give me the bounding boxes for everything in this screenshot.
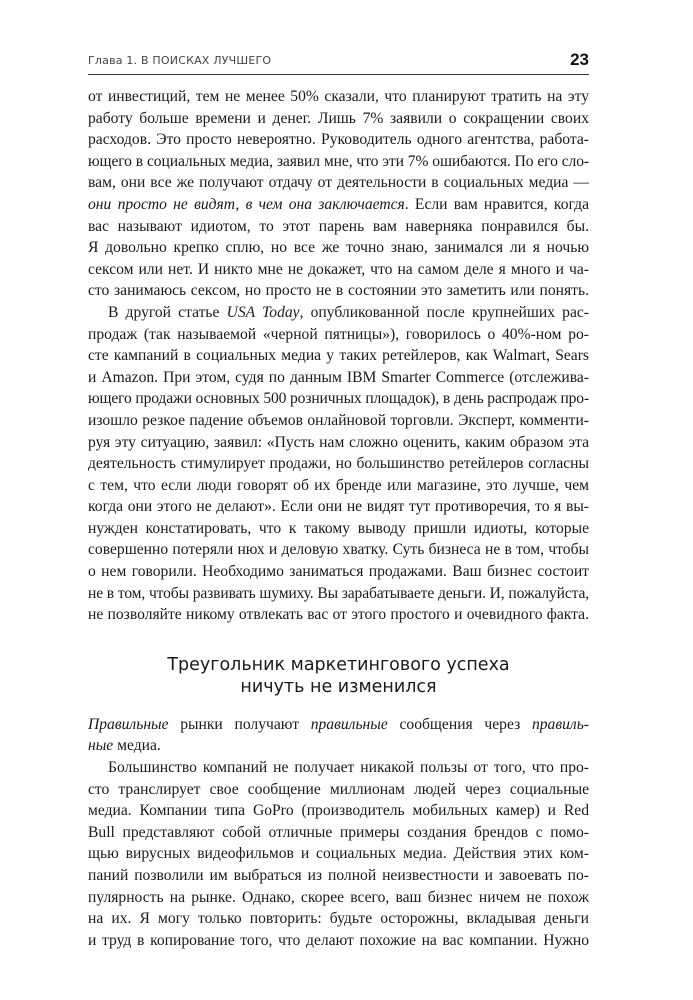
text-line bbox=[88, 714, 589, 736]
spacer bbox=[88, 698, 589, 714]
page-header bbox=[88, 46, 589, 75]
text-line: паний позволили им выбраться из полной неизвестности и завоевать по- bbox=[88, 867, 589, 884]
italic-text: USA Today bbox=[226, 303, 300, 321]
text-line: когда они этого не делают». Если они не видят тут противоречия, то я вы- bbox=[88, 498, 589, 516]
text-line: совершенно потеряли нюх и деловую хватку. Суть бизнеса не в том, чтобы bbox=[88, 541, 589, 559]
text-line: нужден констатировать, что к такому выводу пришли идиоты, которые bbox=[88, 519, 589, 537]
text-line: Большинство компаний не получает никакой пользы от того, что про- bbox=[108, 759, 589, 777]
section-heading-line: Треугольник маркетингового успеха bbox=[167, 654, 510, 675]
paragraph-2 bbox=[88, 302, 589, 626]
text-line: Bull представляют собой отличные примеры создания брендов с помо- bbox=[88, 823, 589, 841]
text-span: В другой статье bbox=[108, 303, 227, 321]
paragraph-1 bbox=[88, 86, 589, 302]
text-line: пулярность на рынке. Однако, скорее всего, ваш бизнес ничем не похож bbox=[88, 888, 589, 906]
text-line: Я довольно крепко сплю, но все же точно знаю, занимался ли я ночью bbox=[88, 239, 589, 257]
text-line bbox=[88, 735, 589, 757]
text-span: рынки получают bbox=[168, 715, 311, 733]
text-line: от инвестиций, тем не менее 50% сказали, что планируют тратить на эту bbox=[88, 88, 589, 105]
text-line: о нем говорили. Необходимо заниматься продажами. Ваш бизнес состоит bbox=[88, 563, 589, 581]
italic-text: правильные bbox=[310, 715, 388, 733]
text-line: сексом или нет. И никто мне не докажет, что на самом деле я много и ча- bbox=[88, 260, 589, 278]
text-line: с тем, что если люди говорят об их бренде или магазине, это лучше, чем bbox=[88, 476, 589, 494]
text-span: . Если вам нравится, когда bbox=[404, 195, 589, 213]
section-heading bbox=[88, 654, 589, 698]
text-line: продаж (так называемой «черной пятницы»), говорилось о 40%-ном ро- bbox=[88, 325, 589, 343]
text-line: вам, они все же получают отдачу от деятельности в социальных медиа — bbox=[88, 174, 589, 192]
italic-text: ные bbox=[88, 737, 114, 755]
paragraph-3 bbox=[88, 714, 589, 757]
text-line: ющего в социальных медиа, заявил мне, что эти 7% ошибаются. По его сло- bbox=[88, 152, 589, 170]
text-line: сто занимаюсь сексом, но просто не в состоянии это заметить или понять. bbox=[88, 282, 589, 300]
italic-text: они просто не видят, в чем она заключается bbox=[88, 195, 405, 213]
paragraph-4 bbox=[88, 757, 589, 951]
text-line: не позволяйте никому отвлекать вас от этого простого и очевидного факта. bbox=[88, 606, 589, 624]
italic-text: правиль- bbox=[531, 715, 589, 733]
spacer bbox=[88, 626, 589, 654]
text-line: и Amazon. При этом, судя по данным IBM Smarter Commerce (отслежива- bbox=[88, 368, 589, 386]
text-span: сообщения через bbox=[387, 715, 532, 733]
text-line: руя эту ситуацию, заявил: «Пусть нам сложно оценить, каким образом эта bbox=[88, 433, 589, 451]
text-line bbox=[88, 194, 589, 216]
text-line: деятельность стимулирует продажи, но большинство ретейлеров согласны bbox=[88, 455, 589, 473]
text-line: на их. Я могу только повторить: будьте осторожны, вкладывая деньги bbox=[88, 910, 589, 928]
running-head: Глава 1. В ПОИСКАХ ЛУЧШЕГО bbox=[88, 54, 272, 67]
text-line: работу больше времени и денег. Лишь 7% заявили о сокращении своих bbox=[88, 109, 589, 127]
text-line: расходов. Это просто невероятно. Руководитель одного агентства, работа- bbox=[88, 131, 589, 149]
text-line: сте кампаний в социальных медиа у таких ретейлеров, как Walmart, Sears bbox=[88, 347, 589, 365]
text-line: вас называют идиотом, то этот парень вам наверняка понравился бы. bbox=[88, 217, 589, 235]
section-heading-line: ничуть не изменился bbox=[240, 676, 437, 697]
text-line: щью вирусных видеофильмов и социальных медиа. Действия этих ком- bbox=[88, 845, 589, 863]
page-number: 23 bbox=[570, 50, 589, 69]
text-line: ющего продажи основных 500 розничных площадок), в день распродаж про- bbox=[88, 390, 589, 408]
text-span: , опубликованной после крупнейших рас- bbox=[299, 303, 590, 321]
text-line: и труд в копирование того, что делают похожие на вас компании. Нужно bbox=[88, 931, 589, 949]
text-span: медиа. bbox=[113, 737, 161, 755]
text-line: сто транслирует свое сообщение миллионам людей через социальные bbox=[88, 780, 589, 798]
text-line: изошло резкое падение объемов онлайновой торговли. Эксперт, комменти- bbox=[88, 411, 589, 429]
text-line: не в том, чтобы развивать шумиху. Вы зарабатываете деньги. И, пожалуйста, bbox=[88, 584, 589, 602]
page-body bbox=[88, 86, 589, 951]
text-line bbox=[88, 302, 589, 324]
text-line: медиа. Компании типа GoPro (производитель мобильных камер) и Red bbox=[88, 802, 589, 820]
italic-text: Правильные bbox=[88, 715, 169, 733]
